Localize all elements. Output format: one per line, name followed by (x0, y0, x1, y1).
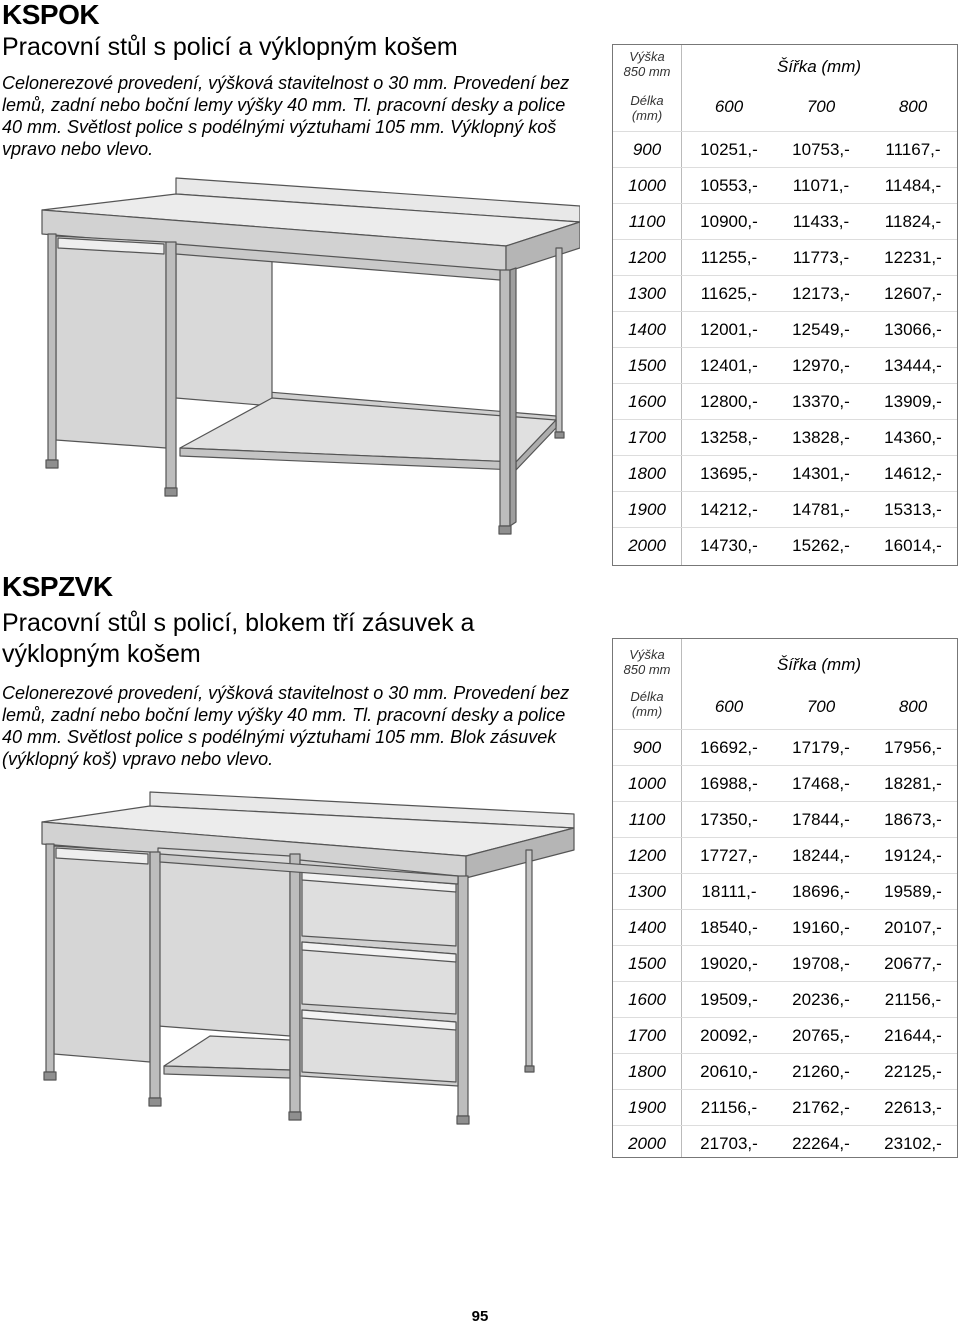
price-cell: 13370,- (792, 392, 850, 411)
price-cell: 22613,- (884, 1098, 942, 1117)
length-label: Délka (mm) (630, 689, 664, 719)
table-row (613, 347, 957, 384)
price-cell: 19708,- (792, 954, 850, 973)
price-cell: 10251,- (700, 140, 758, 159)
price-cell: 14212,- (700, 500, 758, 519)
table-row (613, 527, 957, 564)
price-cell: 13444,- (884, 356, 942, 375)
product-code: KSPOK (2, 0, 100, 30)
price-cell: 12607,- (884, 284, 942, 303)
price-cell: 12001,- (700, 320, 758, 339)
price-cell: 18281,- (884, 774, 942, 793)
product-title: Pracovní stůl s policí a výklopným košem (2, 33, 458, 61)
length-cell: 1400 (628, 918, 666, 937)
length-cell: 1100 (628, 212, 666, 231)
length-cell: 1400 (628, 320, 666, 339)
price-cell: 18696,- (792, 882, 850, 901)
table-row (613, 383, 957, 420)
page-number: 95 (471, 1308, 489, 1325)
price-cell: 12173,- (792, 284, 850, 303)
price-cell: 11071,- (792, 176, 850, 195)
table-row (613, 1017, 957, 1054)
table-row (613, 419, 957, 456)
price-cell: 10753,- (792, 140, 850, 159)
table-row (613, 239, 957, 276)
length-label: Délka (mm) (630, 93, 664, 123)
price-cell: 20610,- (700, 1062, 758, 1081)
price-cell: 11255,- (700, 248, 758, 267)
length-cell: 1200 (628, 846, 666, 865)
price-table (612, 638, 958, 1158)
width-column-header: 600 (714, 97, 744, 116)
length-cell: 1600 (628, 990, 666, 1009)
price-cell: 14730,- (700, 536, 758, 555)
table-illustration (40, 170, 580, 550)
price-cell: 11433,- (792, 212, 850, 231)
price-cell: 12401,- (700, 356, 758, 375)
product-title: Pracovní stůl s policí, blokem tří zásuvek a výklopným košem (2, 609, 475, 668)
price-cell: 18673,- (884, 810, 942, 829)
price-cell: 20236,- (792, 990, 850, 1009)
price-cell: 19160,- (792, 918, 850, 937)
price-cell: 13066,- (884, 320, 942, 339)
price-cell: 10900,- (700, 212, 758, 231)
length-cell: 1500 (628, 356, 666, 375)
price-cell: 12970,- (792, 356, 850, 375)
price-cell: 20765,- (792, 1026, 850, 1045)
price-cell: 20107,- (884, 918, 942, 937)
width-column-header: 700 (806, 697, 836, 716)
price-cell: 22264,- (792, 1134, 850, 1153)
price-cell: 13828,- (792, 428, 850, 447)
price-cell: 17844,- (792, 810, 850, 829)
price-cell: 16014,- (884, 536, 942, 555)
price-cell: 18244,- (792, 846, 850, 865)
price-cell: 14612,- (884, 464, 942, 483)
price-cell: 21703,- (700, 1134, 758, 1153)
length-cell: 1800 (628, 1062, 666, 1081)
price-cell: 14781,- (792, 500, 850, 519)
price-table (612, 44, 958, 566)
price-cell: 19124,- (884, 846, 942, 865)
length-cell: 1900 (628, 500, 666, 519)
price-cell: 16692,- (700, 738, 758, 757)
table-row (613, 765, 957, 802)
length-cell: 1300 (628, 882, 666, 901)
table-row (613, 1125, 957, 1162)
price-cell: 21644,- (884, 1026, 942, 1045)
price-cell: 20092,- (700, 1026, 758, 1045)
price-cell: 11167,- (885, 140, 941, 159)
length-cell: 1500 (628, 954, 666, 973)
price-cell: 14360,- (884, 428, 942, 447)
price-cell: 12549,- (792, 320, 850, 339)
table-row (613, 455, 957, 492)
height-label: Výška 850 mm (623, 49, 671, 79)
price-cell: 19589,- (884, 882, 942, 901)
table-row (613, 203, 957, 240)
length-cell: 1000 (628, 774, 666, 793)
length-cell: 1700 (628, 1026, 666, 1045)
price-cell: 17468,- (792, 774, 850, 793)
length-cell: 1200 (628, 248, 666, 267)
table-row (613, 1053, 957, 1090)
length-cell: 1600 (628, 392, 666, 411)
price-cell: 17956,- (884, 738, 942, 757)
product-description: Celonerezové provedení, výšková stavitelnost o 30 mm. Provedení bez lemů, zadní nebo boční lemy výšky 40 mm. Tl. pracovní desky a police 40 mm. Světlost police s podélnými výztuhami 105 mm. Blok zásuvek (výklopný koš) vpravo nebo vlevo. (2, 683, 570, 769)
width-column-header: 600 (714, 697, 744, 716)
table-row (613, 909, 957, 946)
table-row (613, 945, 957, 982)
price-cell: 11484,- (884, 176, 942, 195)
price-cell: 13909,- (884, 392, 942, 411)
price-cell: 12800,- (700, 392, 758, 411)
table-row (613, 801, 957, 838)
price-cell: 23102,- (884, 1134, 942, 1153)
length-cell: 1300 (628, 284, 666, 303)
price-cell: 21260,- (792, 1062, 850, 1081)
price-cell: 20677,- (884, 954, 942, 973)
price-cell: 13695,- (700, 464, 758, 483)
length-cell: 1800 (628, 464, 666, 483)
product-code: KSPZVK (2, 571, 113, 602)
price-cell: 17179,- (792, 738, 850, 757)
price-cell: 15262,- (792, 536, 850, 555)
price-cell: 16988,- (700, 774, 758, 793)
width-column-header: 700 (806, 97, 836, 116)
price-cell: 19020,- (700, 954, 758, 973)
price-cell: 11824,- (884, 212, 942, 231)
length-cell: 2000 (628, 536, 666, 555)
price-cell: 21156,- (700, 1098, 758, 1117)
price-cell: 17727,- (700, 846, 758, 865)
price-cell: 12231,- (884, 248, 942, 267)
height-label: Výška 850 mm (623, 647, 671, 677)
table-row (613, 311, 957, 348)
length-cell: 1700 (628, 428, 666, 447)
price-cell: 18540,- (700, 918, 758, 937)
length-cell: 1100 (628, 810, 666, 829)
price-cell: 11773,- (792, 248, 850, 267)
price-cell: 14301,- (792, 464, 850, 483)
price-cell: 11625,- (700, 284, 758, 303)
length-cell: 900 (632, 738, 662, 757)
table-row (613, 167, 957, 204)
price-cell: 13258,- (700, 428, 758, 447)
width-label: Šířka (mm) (776, 655, 862, 674)
price-cell: 21762,- (792, 1098, 850, 1117)
table-row (613, 981, 957, 1018)
table-row (613, 491, 957, 528)
table-row (613, 275, 957, 312)
table-row (613, 837, 957, 874)
length-cell: 900 (632, 140, 662, 159)
width-column-header: 800 (898, 697, 928, 716)
product-description: Celonerezové provedení, výšková stavitelnost o 30 mm. Provedení bez lemů, zadní nebo boční lemy výšky 40 mm. Tl. pracovní desky a police 40 mm. Světlost police s podélnými výztuhami 105 mm. Výklopný koš vpravo nebo vlevo. (2, 73, 570, 159)
length-cell: 2000 (628, 1134, 666, 1153)
width-column-header: 800 (898, 97, 928, 116)
table-row (613, 729, 957, 766)
price-cell: 21156,- (884, 990, 942, 1009)
price-cell: 10553,- (700, 176, 758, 195)
length-cell: 1000 (628, 176, 666, 195)
length-cell: 1900 (628, 1098, 666, 1117)
table-row (613, 1089, 957, 1126)
price-cell: 18111,- (701, 882, 757, 901)
price-cell: 17350,- (700, 810, 758, 829)
price-cell: 15313,- (884, 500, 942, 519)
width-label: Šířka (mm) (776, 57, 862, 76)
table-row (613, 873, 957, 910)
table-row (613, 131, 957, 168)
table-with-drawers-illustration (40, 786, 580, 1126)
price-cell: 19509,- (700, 990, 758, 1009)
price-cell: 22125,- (884, 1062, 942, 1081)
